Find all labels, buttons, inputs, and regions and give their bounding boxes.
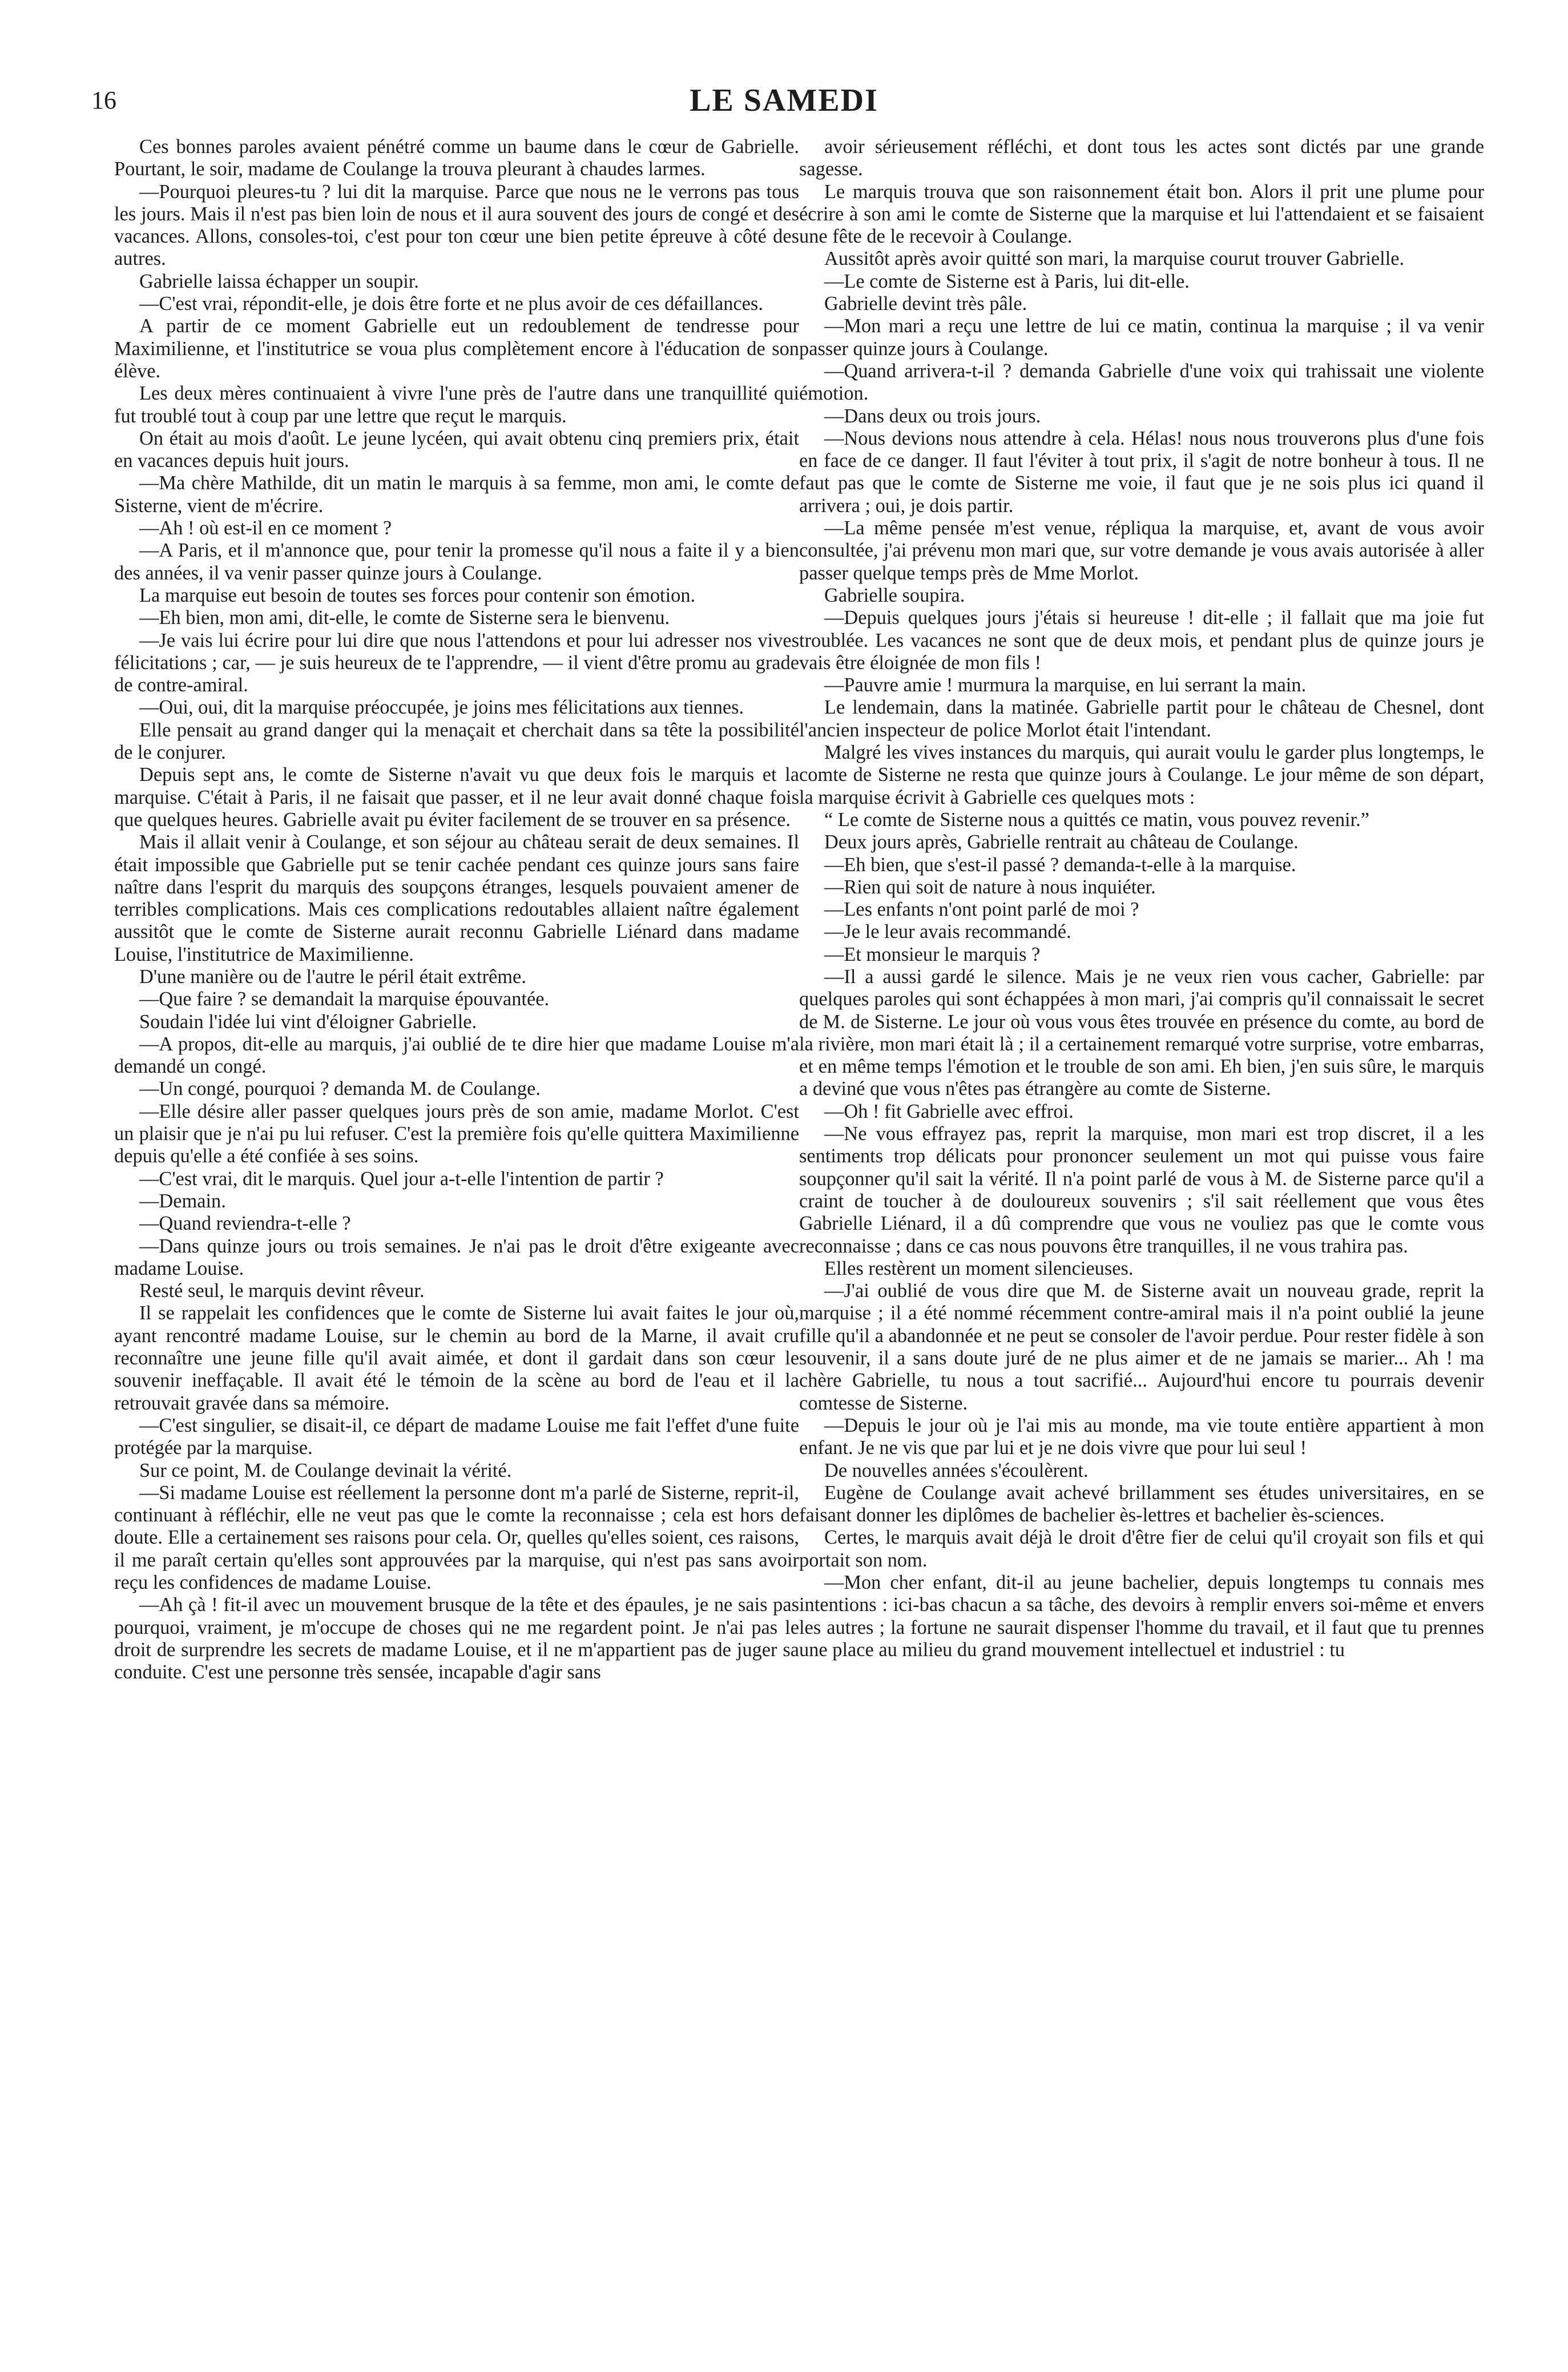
paragraph: —Ma chère Mathilde, dit un matin le marquis à sa femme, mon ami, le comte de Sisterne, vient de m'écrire.: [114, 472, 799, 517]
paragraph: —Si madame Louise est réellement la personne dont m'a parlé de Sisterne, reprit-il, continuant à réfléchir, elle ne veut pas que le comte la reconnaisse ; cela est hors de doute. Elle a certainement ses raisons pour cela. Or, quelles qu'elles soient, ces raisons, il me paraît certain qu'elles sont approuvées par la marquise, qui n'est pas sans avoir reçu les confidences de madame Louise.: [114, 1481, 799, 1593]
paragraph: Elles restèrent un moment silencieuses.: [824, 1257, 1134, 1279]
paragraph: D'une manière ou de l'autre le péril était extrême.: [139, 965, 526, 988]
paragraph: —Mon cher enfant, dit-il au jeune bachelier, depuis longtemps tu connais mes intentions : ici-bas chacun a sa tâche, des devoirs à remplir envers soi-même et envers les autres ; la fortune ne saurait dispenser l'homme du travail, et il faut que tu prennes une place au milieu du grand mouvement intellectuel et industriel : tu: [799, 1572, 1484, 1661]
paragraph: Ces bonnes paroles avaient pénétré comme un baume dans le cœur de Gabrielle. Pourtant, le soir, madame de Coulange la trouva pleurant à chaudes larmes.: [114, 136, 799, 180]
text-column-left: [114, 136, 799, 1684]
paragraph: Malgré les vives instances du marquis, qui aurait voulu le garder plus longtemps, le comte de Sisterne ne resta que quinze jours à Coulange. Le jour même de son départ, la marquise écrivit à Gabrielle ces quelques mots :: [799, 742, 1484, 808]
paragraph: —Je le leur avais recommandé.: [824, 921, 1071, 943]
paragraph: Gabrielle devint très pâle.: [824, 293, 1027, 315]
paragraph: —Pauvre amie ! murmura la marquise, en lui serrant la main.: [824, 674, 1307, 696]
paragraph: Mais il allait venir à Coulange, et son séjour au château serait de deux semaines. Il était impossible que Gabrielle put se tenir cachée pendant ces quinze jours sans faire naître dans l'esprit du marquis des soupçons étranges, lesquels pouvaient amener de terribles complications. Mais ces complications redoutables allaient naître également aussitôt que le comte de Sisterne aurait reconnu Gabrielle Liénard dans madame Louise, l'institutrice de Maximilienne.: [114, 831, 799, 965]
paragraph: —Dans deux ou trois jours.: [824, 405, 1041, 427]
paragraph: —Mon mari a reçu une lettre de lui ce matin, continua la marquise ; il va venir passer quinze jours à Coulange.: [799, 315, 1484, 360]
paragraph: Gabrielle soupira.: [824, 584, 965, 606]
paragraph: —Oh ! fit Gabrielle avec effroi.: [824, 1100, 1074, 1122]
page-number: 16: [91, 86, 116, 114]
paragraph: —Ah çà ! fit-il avec un mouvement brusque de la tête et des épaules, je ne sais pas pourquoi, vraiment, je m'occupe de choses qui ne me regardent point. Je n'ai pas le droit de surprendre les secrets de madame Louise, et il ne m'appartient pas de juger sa conduite. C'est une personne très sensée, incapable d'agir sans: [114, 1594, 799, 1684]
paragraph: Gabrielle laissa échapper un soupir.: [139, 270, 419, 292]
paragraph: Il se rappelait les confidences que le comte de Sisterne lui avait faites le jour où, ayant rencontré madame Louise, sur le chemin au bord de la Marne, il avait cru reconnaître une jeune fille qu'il avait aimée, et dont il gardait dans son cœur le souvenir ineffaçable. Il avait été le témoin de la scène au bord de l'eau et il la retrouvait gravée dans sa mémoire.: [114, 1302, 799, 1414]
paragraph: —Depuis quelques jours j'étais si heureuse ! dit-elle ; il fallait que ma joie fut troublée. Les vacances ne sont que de deux mois, et pendant plus de quinze jours je vais être éloignée de mon fils !: [799, 607, 1484, 674]
paragraph: —Il a aussi gardé le silence. Mais je ne veux rien vous cacher, Gabrielle: par quelques paroles qui sont échappées à mon mari, j'ai compris qu'il connaissait le secret de M. de Sisterne. Le jour où vous vous êtes trouvée en présence du comte, au bord de la rivière, mon mari était là ; il a certainement remarqué votre surprise, votre embarras, et en même temps l'émotion et le trouble de son ami. Eh bien, j'en suis sûre, le marquis a deviné que vous n'êtes pas étrangère au comte de Sisterne.: [799, 965, 1484, 1100]
paragraph: —Dans quinze jours ou trois semaines. Je n'ai pas le droit d'être exigeante avec madame Louise.: [114, 1235, 799, 1279]
paragraph: —Quand arrivera-t-il ? demanda Gabrielle d'une voix qui trahissait une violente émotion.: [799, 360, 1484, 405]
paragraph: —Oui, oui, dit la marquise préoccupée, je joins mes félicitations aux tiennes.: [139, 696, 744, 719]
paragraph: —Demain.: [139, 1190, 226, 1212]
paragraph: —Nous devions nous attendre à cela. Hélas! nous nous trouverons plus d'une fois en face de ce danger. Il faut l'éviter à tout prix, il s'agit de notre bonheur à tous. Il ne faut pas que le comte de Sisterne me voie, il faut que je ne sois plus ici quand il arrivera ; oui, je dois partir.: [799, 427, 1484, 517]
paragraph: —Le comte de Sisterne est à Paris, lui dit-elle.: [824, 270, 1190, 292]
text-column-right: [799, 136, 1484, 1661]
paragraph: —C'est singulier, se disait-il, ce départ de madame Louise me fait l'effet d'une fuite protégée par la marquise.: [114, 1414, 799, 1459]
paragraph: Deux jours après, Gabrielle rentrait au château de Coulange.: [824, 831, 1299, 853]
paragraph: —C'est vrai, répondit-elle, je dois être forte et ne plus avoir de ces défaillances.: [139, 293, 763, 315]
paragraph: Eugène de Coulange avait achevé brillamment ses études universitaires, en se faisant donner les diplômes de bachelier ès-lettres et bachelier ès-sciences.: [799, 1481, 1484, 1527]
paragraph: Certes, le marquis avait déjà le droit d'être fier de celui qu'il croyait son fils et qui portait son nom.: [799, 1527, 1484, 1571]
paragraph: —A Paris, et il m'annonce que, pour tenir la promesse qu'il nous a faite il y a bien des années, il va venir passer quinze jours à Coulange.: [114, 539, 799, 584]
paragraph: —C'est vrai, dit le marquis. Quel jour a-t-elle l'intention de partir ?: [139, 1167, 664, 1190]
running-head-title: LE SAMEDI: [690, 83, 878, 118]
paragraph: De nouvelles années s'écoulèrent.: [824, 1459, 1089, 1481]
paragraph: —Elle désire aller passer quelques jours près de son amie, madame Morlot. C'est un plaisir que je n'ai pu lui refuser. C'est la première fois qu'elle quittera Maximilienne depuis qu'elle a été confiée à ses soins.: [114, 1100, 799, 1167]
paragraph: Elle pensait au grand danger qui la menaçait et cherchait dans sa tête la possibilité de le conjurer.: [114, 719, 799, 764]
paragraph: Resté seul, le marquis devint rêveur.: [139, 1280, 425, 1302]
paragraph: —Quand reviendra-t-elle ?: [139, 1213, 351, 1235]
paragraph: Le marquis trouva que son raisonnement était bon. Alors il prit une plume pour écrire à son ami le comte de Sisterne que la marquise et lui l'attendaient et se faisaient une fête de le recevoir à Coulange.: [799, 180, 1484, 248]
paragraph: “ Le comte de Sisterne nous a quittés ce matin, vous pouvez revenir.”: [824, 808, 1369, 831]
paragraph: Aussitôt après avoir quitté son mari, la marquise courut trouver Gabrielle.: [824, 248, 1405, 270]
paragraph: —Je vais lui écrire pour lui dire que nous l'attendons et pour lui adresser nos vives félicitations ; car, — je suis heureux de te l'apprendre, — il vient d'être promu au grade de contre-amiral.: [114, 629, 799, 696]
paragraph: —Rien qui soit de nature à nous inquiéter.: [824, 876, 1156, 898]
paragraph: Soudain l'idée lui vint d'éloigner Gabrielle.: [139, 1010, 477, 1033]
paragraph: —Depuis le jour où je l'ai mis au monde, ma vie toute entière appartient à mon enfant. Je ne vis que par lui et je ne dois vivre que pour lui seul !: [799, 1414, 1484, 1459]
paragraph: —Eh bien, que s'est-il passé ? demanda-t-elle à la marquise.: [824, 853, 1296, 876]
paragraph: —La même pensée m'est venue, répliqua la marquise, et, avant de vous avoir consultée, j'ai prévenu mon mari que, sur votre demande je vous avais autorisée à aller passer quelque temps près de Mme Morlot.: [799, 517, 1484, 584]
paragraph: On était au mois d'août. Le jeune lycéen, qui avait obtenu cinq premiers prix, était en vacances depuis huit jours.: [114, 427, 799, 472]
paragraph: Le lendemain, dans la matinée. Gabrielle partit pour le château de Chesnel, dont l'ancien inspecteur de police Morlot était l'intendant.: [799, 696, 1484, 741]
paragraph: avoir sérieusement réfléchi, et dont tous les actes sont dictés par une grande sagesse.: [799, 136, 1484, 180]
paragraph: —Ah ! où est-il en ce moment ?: [139, 517, 392, 539]
paragraph: Depuis sept ans, le comte de Sisterne n'avait vu que deux fois le marquis et la marquise. C'était à Paris, il ne faisait que passer, et il ne leur avait donné chaque fois que quelques heures. Gabrielle avait pu éviter facilement de se trouver en sa présence.: [114, 764, 799, 831]
paragraph: —Ne vous effrayez pas, reprit la marquise, mon mari est trop discret, il a les sentiments trop délicats pour prononcer seulement un mot qui puisse vous faire soupçonner qu'il sait la vérité. Il n'a point parlé de vous à M. de Sisterne parce qu'il a craint de toucher à de douloureux souvenirs ; s'il sait réellement que vous êtes Gabrielle Liénard, il a dû comprendre que vous ne vouliez pas que le comte vous reconnaisse ; dans ce cas nous pouvons être tranquilles, il ne vous trahira pas.: [799, 1123, 1484, 1257]
paragraph: Les deux mères continuaient à vivre l'une près de l'autre dans une tranquillité qui fut troublé tout à coup par une lettre que reçut le marquis.: [114, 382, 799, 427]
paragraph: —Un congé, pourquoi ? demanda M. de Coulange.: [139, 1078, 541, 1100]
paragraph: A partir de ce moment Gabrielle eut un redoublement de tendresse pour Maximilienne, et l'institutrice se voua plus complètement encore à l'éducation de son élève.: [114, 315, 799, 382]
paragraph: —Que faire ? se demandait la marquise épouvantée.: [139, 988, 550, 1010]
paragraph: —J'ai oublié de vous dire que M. de Sisterne avait un nouveau grade, reprit la marquise ; il a été nommé récemment contre-amiral mais il n'a point oublié la jeune fille qu'il a abandonnée et ne peut se consoler de l'avoir perdue. Pour rester fidèle à son souvenir, il a sans doute juré de ne plus aimer et de ne jamais se marier... Ah ! ma chère Gabrielle, tu nous a tout sacrifié... Aujourd'hui encore tu pourrais devenir comtesse de Sisterne.: [799, 1280, 1484, 1414]
paragraph: La marquise eut besoin de toutes ses forces pour contenir son émotion.: [139, 584, 696, 606]
paragraph: —Eh bien, mon ami, dit-elle, le comte de Sisterne sera le bienvenu.: [139, 607, 670, 629]
paragraph: —Pourquoi pleures-tu ? lui dit la marquise. Parce que nous ne le verrons pas tous les jours. Mais il n'est pas bien loin de nous et il aura souvent des jours de congé et des vacances. Allons, consoles-toi, c'est pour ton cœur une bien petite épreuve à côté des autres.: [114, 180, 799, 270]
paragraph: —Les enfants n'ont point parlé de moi ?: [824, 899, 1139, 921]
paragraph: —Et monsieur le marquis ?: [824, 943, 1041, 965]
paragraph: —A propos, dit-elle au marquis, j'ai oublié de te dire hier que madame Louise m'a demandé un congé.: [114, 1033, 799, 1078]
paragraph: Sur ce point, M. de Coulange devinait la vérité.: [139, 1459, 512, 1481]
